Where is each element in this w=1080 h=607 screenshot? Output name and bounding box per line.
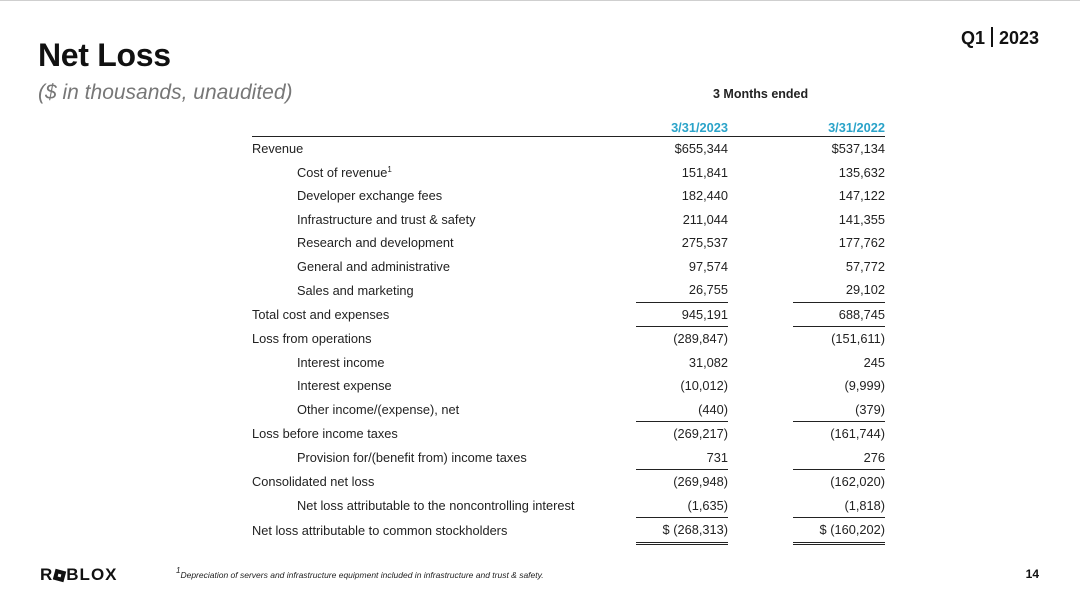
footnote bbox=[176, 566, 544, 580]
table-row bbox=[252, 327, 885, 351]
table-header-row bbox=[252, 116, 885, 137]
table-row bbox=[252, 278, 885, 302]
logo-mark-icon bbox=[53, 569, 66, 582]
row-label: Developer exchange fees bbox=[297, 188, 443, 204]
value-2023: (269,948) bbox=[673, 474, 728, 490]
value-2022: 57,772 bbox=[845, 258, 885, 274]
footnote-marker: 1 bbox=[387, 164, 392, 174]
value-2022: 276 bbox=[793, 446, 885, 470]
value-2023: (269,217) bbox=[673, 426, 728, 442]
value-2022: (9,999) bbox=[844, 378, 885, 394]
table-row bbox=[252, 161, 885, 185]
value-2023: 151,841 bbox=[681, 164, 728, 180]
value-2023: $655,344 bbox=[674, 141, 728, 157]
row-label: Infrastructure and trust & safety bbox=[297, 211, 476, 227]
row-label: Total cost and expenses bbox=[252, 306, 390, 322]
value-2023: (289,847) bbox=[673, 331, 728, 347]
value-2022: 29,102 bbox=[793, 278, 885, 302]
row-label: Loss before income taxes bbox=[252, 426, 398, 441]
period-year: 2023 bbox=[998, 28, 1039, 48]
value-2022: 177,762 bbox=[838, 235, 885, 251]
value-2023: (1,635) bbox=[636, 494, 728, 518]
table-row bbox=[252, 518, 885, 544]
row-label: Research and development bbox=[297, 235, 454, 251]
value-2023: 945,191 bbox=[636, 302, 728, 327]
row-label: Provision for/(benefit from) income taxes bbox=[297, 450, 527, 465]
row-label: Loss from operations bbox=[252, 331, 372, 346]
header-spacer bbox=[252, 116, 636, 137]
footnote-text: Depreciation of servers and infrastructure equipment included in infrastructure and trust & safety. bbox=[180, 570, 544, 580]
value-2023: 275,537 bbox=[681, 235, 728, 251]
value-2023: $ (268,313) bbox=[636, 518, 728, 544]
row-label: Revenue bbox=[252, 141, 304, 157]
table-row bbox=[252, 374, 885, 398]
value-2022: 147,122 bbox=[838, 188, 885, 204]
value-2022: 135,632 bbox=[838, 164, 885, 180]
table-row bbox=[252, 208, 885, 232]
period-divider bbox=[991, 27, 993, 47]
value-2022: (151,611) bbox=[831, 331, 885, 347]
value-2023: 182,440 bbox=[681, 188, 728, 204]
table-row bbox=[252, 184, 885, 208]
value-2023: 731 bbox=[636, 446, 728, 470]
table-row bbox=[252, 470, 885, 494]
page-number: 14 bbox=[1025, 567, 1039, 581]
row-label: General and administrative bbox=[297, 258, 450, 274]
column-header-2022: 3/31/2022 bbox=[793, 116, 885, 137]
period-label bbox=[961, 27, 1039, 49]
row-label: Other income/(expense), net bbox=[297, 402, 460, 417]
row-label: Net loss attributable to common stockholders bbox=[252, 522, 508, 538]
value-2022: $537,134 bbox=[831, 141, 885, 157]
group-header: 3 Months ended bbox=[713, 87, 809, 101]
table-row bbox=[252, 231, 885, 255]
row-label: Cost of revenue$^1$ bbox=[297, 164, 392, 180]
table-row bbox=[252, 446, 885, 470]
value-2023: 26,755 bbox=[636, 278, 728, 302]
value-2022: (162,020) bbox=[830, 474, 885, 490]
table-row bbox=[252, 494, 885, 518]
page-subtitle: ($ in thousands, unaudited) bbox=[38, 81, 293, 104]
top-divider bbox=[0, 0, 1080, 1]
value-2023: 97,574 bbox=[688, 258, 728, 274]
net-loss-table bbox=[252, 116, 885, 545]
table-row bbox=[252, 255, 885, 279]
row-label: Sales and marketing bbox=[297, 282, 414, 298]
value-2023: (440) bbox=[636, 398, 728, 422]
value-2022: 141,355 bbox=[838, 211, 885, 227]
table-row bbox=[252, 398, 885, 422]
row-label: Consolidated net loss bbox=[252, 474, 375, 489]
value-2022: 688,745 bbox=[793, 302, 885, 327]
table-row bbox=[252, 137, 885, 161]
page-title: Net Loss bbox=[38, 37, 171, 73]
footnote-marker: 1 bbox=[176, 566, 181, 575]
value-2022: $ (160,202) bbox=[793, 518, 885, 544]
value-2023: 211,044 bbox=[682, 211, 728, 227]
value-2023: (10,012) bbox=[680, 378, 728, 394]
value-2022: (1,818) bbox=[793, 494, 885, 518]
roblox-logo: R BLOX bbox=[40, 565, 118, 584]
value-2022: (379) bbox=[793, 398, 885, 422]
value-2022: (161,744) bbox=[830, 426, 885, 442]
table-row bbox=[252, 351, 885, 375]
row-label: Net loss attributable to the noncontrolling interest bbox=[297, 498, 575, 513]
table-row bbox=[252, 422, 885, 446]
value-2022: 245 bbox=[863, 354, 885, 370]
table-row bbox=[252, 302, 885, 327]
column-header-2023: 3/31/2023 bbox=[636, 116, 728, 137]
period-quarter: Q1 bbox=[960, 28, 985, 48]
row-label: Interest expense bbox=[297, 378, 392, 394]
value-2023: 31,082 bbox=[688, 354, 728, 370]
row-label: Interest income bbox=[297, 354, 385, 370]
